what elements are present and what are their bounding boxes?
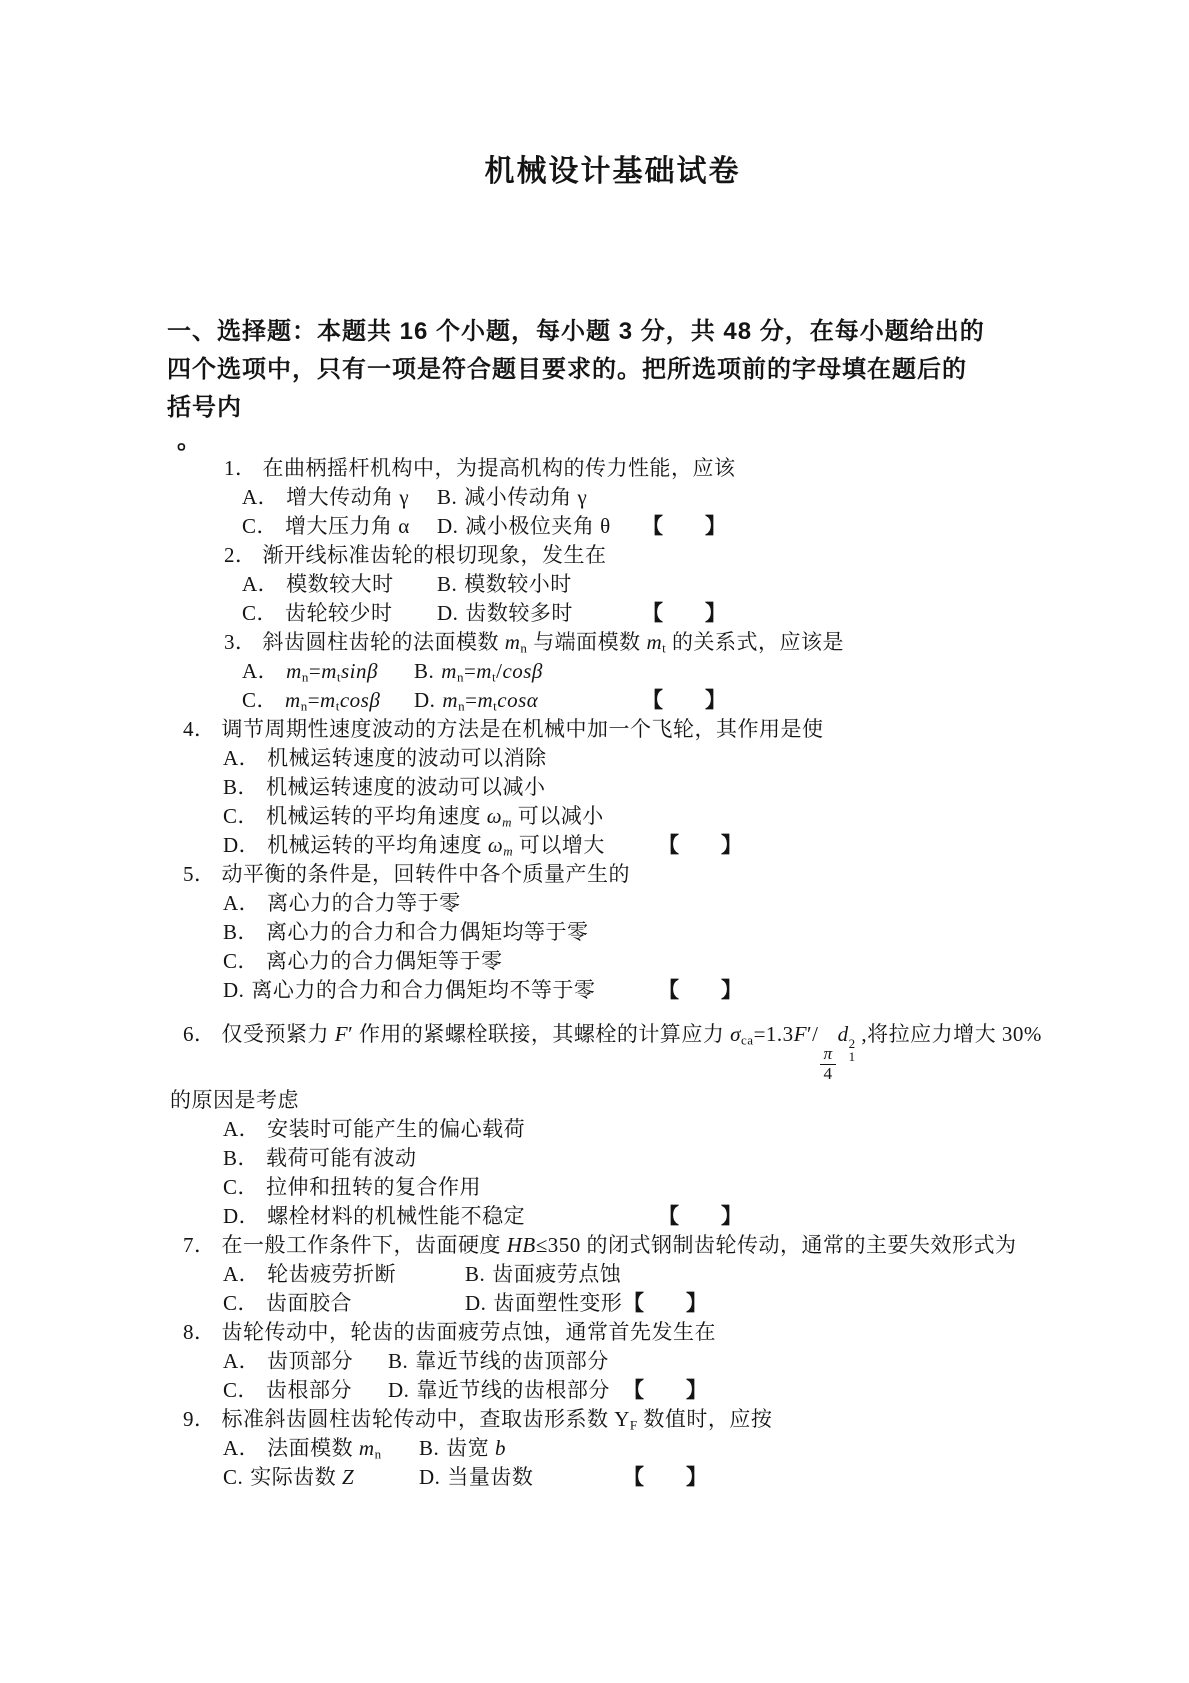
question-stem: 1． 在曲柄摇杆机构中，为提高机构的传力性能，应该 xyxy=(224,456,736,480)
option-label: C. xyxy=(223,1465,244,1490)
option-b: B. 靠近节线的齿顶部分 xyxy=(388,1349,609,1374)
option-row xyxy=(242,483,1034,512)
option-label: C． xyxy=(242,514,279,538)
option-c: C． 齿轮较少时 xyxy=(242,601,393,625)
question-7 xyxy=(167,1231,1034,1318)
question-stem-continuation: 的原因是考虑 xyxy=(170,1088,299,1113)
option-a: A． $m_n=m_t\sin\beta$ xyxy=(242,659,378,685)
option-label: A． xyxy=(223,746,261,770)
option-row xyxy=(242,686,1034,715)
option-label: D. xyxy=(414,688,436,712)
question-number: 4． xyxy=(183,717,216,741)
option-label: C． xyxy=(223,949,260,973)
answer-bracket: 【 】 xyxy=(623,1378,707,1403)
option-d: D. 当量齿数 xyxy=(419,1465,534,1490)
options xyxy=(223,744,1034,860)
option-label: B． xyxy=(223,920,260,944)
option-b: B． 机械运转速度的波动可以减小 xyxy=(223,775,546,799)
option-label: C． xyxy=(223,1175,260,1200)
option-label: B. xyxy=(388,1349,409,1374)
question-9 xyxy=(167,1405,1034,1492)
option-label: D． xyxy=(223,1204,261,1229)
options xyxy=(242,483,1034,541)
question-stem: 3． 斜齿圆柱齿轮的法面模数 $m_n$ 与端面模数 $m_t$ 的关系式，应该是 xyxy=(224,630,844,656)
question-stem: 7． 在一般工作条件下，齿面硬度 HB≤350 的闭式钢制齿轮传动，通常的主要失效形式为 xyxy=(183,1233,1017,1258)
option-d: D. 齿数较多时 xyxy=(437,601,573,625)
option-label: D. xyxy=(419,1465,441,1490)
answer-bracket: 【 】 xyxy=(623,1465,707,1490)
option-label: C． xyxy=(242,601,279,625)
answer-bracket: 【 】 xyxy=(658,978,742,1002)
option-a: A． 法面模数 $m_n$ xyxy=(223,1436,382,1462)
options xyxy=(223,889,1034,1005)
option-d: D． 机械运转的平均角速度 $\omega_m$ 可以增大 xyxy=(223,833,605,859)
question-1 xyxy=(167,454,1034,541)
option-row xyxy=(223,1260,1034,1289)
option-c: C． 拉伸和扭转的复合作用 xyxy=(223,1175,482,1200)
option-c: C． 机械运转的平均角速度 $\omega_m$ 可以减小 xyxy=(223,804,604,830)
option-label: D. xyxy=(465,1291,487,1316)
answer-bracket: 【 】 xyxy=(642,688,726,712)
question-stem: 9． 标准斜齿圆柱齿轮传动中，查取齿形系数 $Y_F$ 数值时，应按 xyxy=(183,1407,773,1433)
option-c: C. 实际齿数 Z xyxy=(223,1465,355,1490)
question-stem: 5． 动平衡的条件是，回转件中各个质量产生的 xyxy=(183,862,630,886)
option-row xyxy=(223,744,1034,773)
options xyxy=(223,1260,1034,1318)
question-number: 1． xyxy=(224,456,257,480)
option-label: D. xyxy=(437,514,459,538)
answer-bracket: 【 】 xyxy=(642,601,726,625)
option-b: B. 齿面疲劳点蚀 xyxy=(465,1262,622,1287)
option-label: D. xyxy=(437,601,459,625)
option-row xyxy=(242,512,1034,541)
option-row xyxy=(242,570,1034,599)
option-row xyxy=(223,1289,1034,1318)
question-8 xyxy=(167,1318,1034,1405)
option-label: C． xyxy=(242,688,279,712)
option-row xyxy=(242,599,1034,628)
option-c: C． 离心力的合力偶矩等于零 xyxy=(223,949,503,973)
option-label: B. xyxy=(419,1436,440,1461)
option-d: D. 齿面塑性变形 xyxy=(465,1291,623,1316)
option-a: A． 机械运转速度的波动可以消除 xyxy=(223,746,547,770)
question-2 xyxy=(167,541,1034,628)
question-stem: 6． 仅受预紧力 F′ 作用的紧螺栓联接，其螺栓的计算应力 $\sigma_{ca}=1.3F'/$ $\frac{\pi}{4}$ d 2 1 ,将拉应力增大 30% xyxy=(183,1022,1042,1083)
question-4 xyxy=(167,715,1034,860)
option-b: B. $m_n=m_t$/cosβ xyxy=(414,659,543,685)
option-label: A． xyxy=(223,1349,261,1374)
option-row xyxy=(223,1347,1034,1376)
option-label: A． xyxy=(223,1436,261,1461)
option-row xyxy=(242,657,1034,686)
option-row xyxy=(223,802,1034,831)
option-c: C． 增大压力角 α xyxy=(242,514,410,538)
options xyxy=(242,570,1034,628)
option-row xyxy=(223,1463,1034,1492)
option-d: D. 离心力的合力和合力偶矩均不等于零 xyxy=(223,978,596,1002)
option-a: A． 离心力的合力等于零 xyxy=(223,891,461,915)
option-row xyxy=(223,773,1034,802)
option-label: C． xyxy=(223,804,260,828)
option-label: A． xyxy=(242,485,280,509)
answer-bracket: 【 】 xyxy=(658,833,742,857)
option-row xyxy=(223,918,1034,947)
question-5 xyxy=(167,860,1034,1005)
option-b: B． 离心力的合力和合力偶矩均等于零 xyxy=(223,920,589,944)
option-d: D. 减小极位夹角 θ xyxy=(437,514,611,538)
option-d: D. 靠近节线的齿根部分 xyxy=(388,1378,610,1403)
question-number: 2． xyxy=(224,543,257,567)
option-a: A． 齿顶部分 xyxy=(223,1349,354,1374)
option-row xyxy=(223,1376,1034,1405)
answer-bracket: 【 】 xyxy=(623,1291,707,1316)
option-a: A． 增大传动角 γ xyxy=(242,485,410,509)
answer-bracket: 【 】 xyxy=(658,1204,742,1229)
option-label: B. xyxy=(437,572,458,596)
question-stem: 4． 调节周期性速度波动的方法是在机械中加一个飞轮，其作用是使 xyxy=(183,717,824,741)
question-number: 5． xyxy=(183,862,216,886)
option-label: A． xyxy=(223,891,261,915)
question-list xyxy=(167,454,1042,1492)
option-label: B． xyxy=(223,775,260,799)
section-instructions: 一、选择题：本题共 16 个小题，每小题 3 分，共 48 分，在每小题给出的四个选项中，只有一项是符合题目要求的。把所选项前的字母填在题后的括号内 xyxy=(167,318,985,421)
question-number: 6． xyxy=(183,1022,216,1046)
question-number: 9． xyxy=(183,1407,216,1432)
options xyxy=(223,1347,1034,1405)
option-b: B. 模数较小时 xyxy=(437,572,572,596)
option-d: D． 螺栓材料的机械性能不稳定 xyxy=(223,1204,526,1229)
option-label: C． xyxy=(223,1291,260,1316)
question-number: 3． xyxy=(224,630,257,654)
page-title: 机械设计基础试卷 xyxy=(484,155,741,188)
option-row xyxy=(223,947,1034,976)
answer-bracket: 【 】 xyxy=(642,514,726,538)
option-label: B. xyxy=(465,1262,486,1287)
option-label: A． xyxy=(223,1117,261,1142)
option-row xyxy=(223,1202,1034,1231)
question-3 xyxy=(167,628,1034,715)
question-stem: 8． 齿轮传动中，轮齿的齿面疲劳点蚀，通常首先发生在 xyxy=(183,1320,716,1345)
option-label: B． xyxy=(223,1146,260,1171)
section-instructions-overflow: 。 xyxy=(177,427,201,454)
option-a: A． 模数较大时 xyxy=(242,572,394,596)
option-row xyxy=(223,1173,1034,1202)
question-6 xyxy=(167,1020,1042,1231)
option-b: B. 齿宽 b xyxy=(419,1436,507,1461)
option-row xyxy=(223,1434,1034,1463)
option-d: D. $m_n=m_t\cos\alpha$ xyxy=(414,688,539,714)
option-row xyxy=(223,1115,1034,1144)
options xyxy=(223,1115,1034,1231)
options xyxy=(223,1434,1034,1492)
option-a: A． 安装时可能产生的偏心载荷 xyxy=(223,1117,526,1142)
option-label: D. xyxy=(223,978,245,1002)
option-c: C． 齿面胶合 xyxy=(223,1291,353,1316)
question-number: 8． xyxy=(183,1320,216,1345)
option-a: A． 轮齿疲劳折断 xyxy=(223,1262,397,1287)
options xyxy=(242,657,1034,715)
option-row xyxy=(223,889,1034,918)
option-c: C． 齿根部分 xyxy=(223,1378,353,1403)
option-c: C． $m_n=m_t\cos\beta$ xyxy=(242,688,381,714)
option-label: A． xyxy=(223,1262,261,1287)
question-stem: 2． 渐开线标准齿轮的根切现象，发生在 xyxy=(224,543,607,567)
option-label: D. xyxy=(388,1378,410,1403)
option-label: A． xyxy=(242,659,280,683)
option-b: B. 减小传动角 γ xyxy=(437,485,588,509)
option-label: A． xyxy=(242,572,280,596)
option-row xyxy=(223,831,1034,860)
option-row xyxy=(223,976,1034,1005)
option-label: B. xyxy=(437,485,458,509)
option-label: D． xyxy=(223,833,261,857)
option-row xyxy=(223,1144,1034,1173)
option-label: C． xyxy=(223,1378,260,1403)
option-label: B. xyxy=(414,659,435,683)
question-number: 7． xyxy=(183,1233,216,1258)
option-b: B． 载荷可能有波动 xyxy=(223,1146,417,1171)
